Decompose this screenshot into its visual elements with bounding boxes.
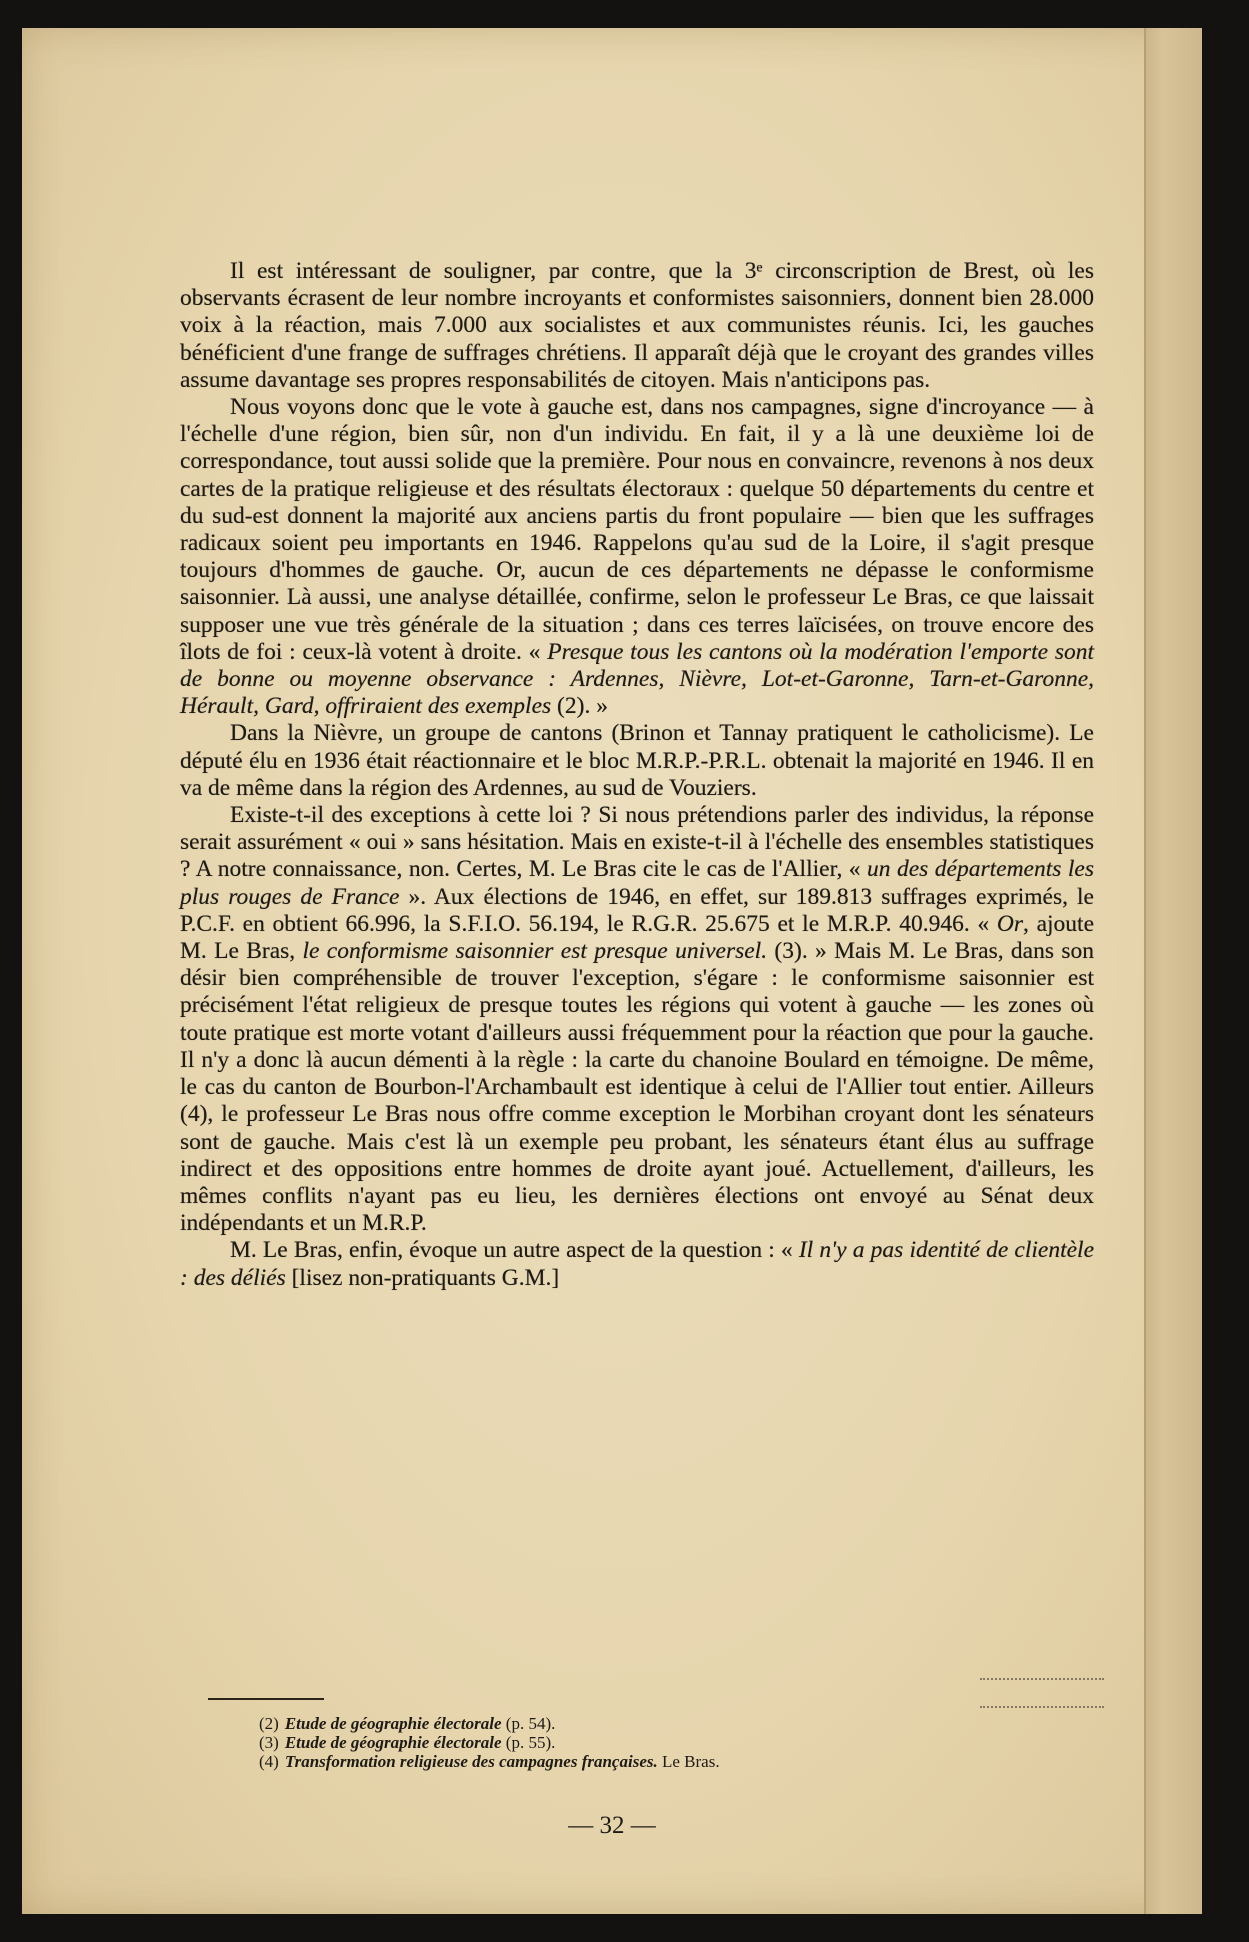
footnote-number: (2) (259, 1714, 279, 1733)
quote-run: Il n'y a pas identité de clientèle : des déliés (180, 1237, 1095, 1291)
paragraph (180, 720, 1094, 802)
footnote-number: (3) (259, 1733, 279, 1752)
footnote (259, 1733, 1099, 1752)
quote-run: le conformisme saisonnier est presque universel. (302, 938, 768, 965)
page-number: — 32 — (568, 1812, 656, 1839)
footnote-title: Etude de géographie électorale (284, 1733, 502, 1752)
quote-run: Or (996, 910, 1023, 937)
paragraph (180, 802, 1094, 1237)
footnote-text (285, 1714, 556, 1733)
quote-run: un des départements les plus rouges de France (180, 856, 1094, 910)
paragraph (180, 1237, 1094, 1291)
footnotes (259, 1714, 1099, 1771)
text-run: (3). » Mais M. Le Bras, dans son désir bien compréhensible de trouver l'exception, s'égare : le conformisme saisonnier est précisément l'état religieux de presque toutes les régions qui votent à gauche — les zones où toute pratique est morte votant d'ailleurs aussi fréquemment pour la réaction que pour la gauche. Il n'y a donc là aucun démenti à la règle : la carte du chanoine Boulard en témoigne. De même, le cas du canton de Bourbon-l'Archambault est identique à celui de l'Allier tout entier. Ailleurs (4), le professeur Le Bras nous offre comme exception le Morbihan croyant dont les sénateurs sont de gauche. Mais c'est là un exemple peu probant, les sénateurs étant élus au suffrage indirect et des oppositions entre hommes de droite ayant joué. Actuellement, d'ailleurs, les mêmes conflits n'ayant pas eu lieu, les dernières élections ont envoyé au Sénat deux indépendants et un M.R.P. (180, 938, 1094, 1237)
footnote (259, 1752, 1099, 1771)
footnote (259, 1714, 1099, 1733)
footnote-number: (4) (259, 1752, 279, 1771)
text-run: Dans la Nièvre, un groupe de cantons (Brinon et Tannay pratiquent le catholicisme). Le député élu en 1936 était réactionnaire et le bloc M.R.P.-P.R.L. obtenait la majorité en 1946. Il en va de même dans la région des Ardennes, au sud de Vouziers. (180, 720, 1094, 801)
footnote-ref: (p. 55). (501, 1733, 556, 1752)
text-run: Nous voyons donc que le vote à gauche est, dans nos campagnes, signe d'incroyance — à l'échelle d'une région, bien sûr, non d'un individu. En fait, il y a là une deuxième loi de correspondance, tout aussi solide que la première. Pour nous en convaincre, revenons à nos deux cartes de la pratique religieuse et des résultats électoraux : quelque 50 départements du centre et du sud-est donnent la majorité aux anciens partis du front populaire — bien que les suffrages radicaux soient peu importants en 1946. Rappelons qu'au sud de la Loire, il s'agit presque toujours d'hommes de gauche. Or, aucun de ces départements ne dépasse le conformisme saisonnier. Là aussi, une analyse détaillée, confirme, selon le professeur Le Bras, ce que laissait supposer une vue très générale de la situation ; dans ces terres laïcisées, on trouve encore des îlots de foi : ceux-là votent à droite. « (180, 394, 1094, 665)
text-run: (2). » (551, 693, 608, 720)
footnote-title: Etude de géographie électorale (284, 1714, 502, 1733)
text-run: ». Aux élections de 1946, en effet, sur 189.813 suffrages exprimés, le P.C.F. en obtient 66.996, la S.F.I.O. 56.194, le R.G.R. 25.675 et le M.R.P. 40.946. « (180, 883, 1094, 937)
paragraph (180, 258, 1094, 394)
text-run: , ajoute M. Le Bras, (180, 910, 1094, 965)
text-run: [lisez non-pratiquants G.M.] (285, 1264, 560, 1291)
text-run: Il est intéressant de souligner, par contre, que la 3ᵉ circonscription de Brest, où les observants écrasent de leur nombre incroyants et conformistes saisonniers, donnent bien 28.000 voix à la réaction, mais 7.000 aux socialistes et aux communistes réunis. Ici, les gauches bénéficient d'une frange de suffrages chrétiens. Il apparaît déjà que le croyant des grandes villes assume davantage ses propres responsabilités de citoyen. Mais n'anticipons pas. (180, 258, 1094, 393)
body-text (180, 258, 1094, 1292)
footnote-title: Transformation religieuse des campagnes françaises. (284, 1752, 658, 1771)
footnote-text (285, 1752, 720, 1771)
paragraph (180, 394, 1094, 720)
quote-run: Presque tous les cantons où la modération l'emporte sont de bonne ou moyenne observance : Ardennes, Nièvre, Lot-et-Garonne, Tarn-et-Garonne, Hérault, Gard, offriraient des exemples (180, 638, 1094, 720)
next-page-edge (1144, 28, 1202, 1914)
library-stamp (980, 1678, 1104, 1708)
footnote-text (285, 1733, 556, 1752)
footnote-ref: (p. 54). (501, 1714, 556, 1733)
text-run: M. Le Bras, enfin, évoque un autre aspect de la question : « (230, 1237, 799, 1264)
text-run: Existe-t-il des exceptions à cette loi ? Si nous prétendions parler des individus, la réponse serait assurément « oui » sans hésitation. Mais en existe-t-il à l'échelle des ensembles statistiques ? A notre connaissance, non. Certes, M. Le Bras cite le cas de l'Allier, « (180, 802, 1094, 883)
book-page (22, 28, 1202, 1914)
footnote-ref: Le Bras. (657, 1752, 720, 1771)
footnote-divider (208, 1698, 324, 1700)
